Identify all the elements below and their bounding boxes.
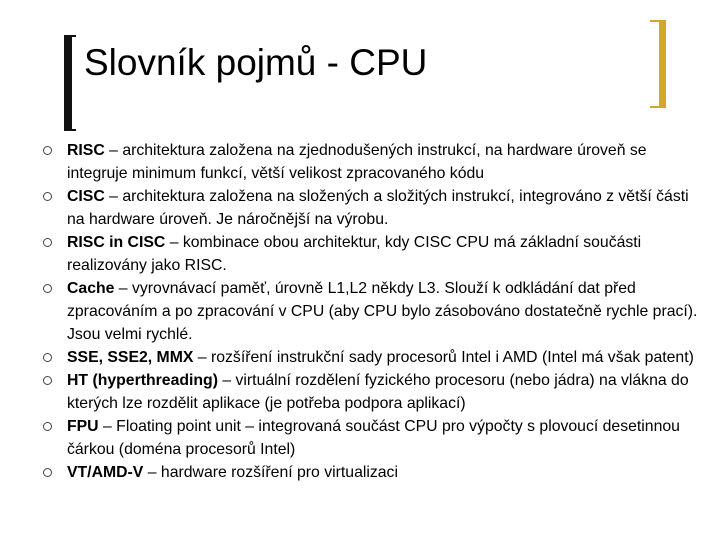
bullet-text: – hardware rozšíření pro virtualizaci — [143, 464, 398, 481]
bullet-item-vt-amd-v — [40, 461, 700, 484]
bullet-circle-icon — [43, 238, 52, 247]
bullet-text: – kombinace obou architektur, kdy CISC CPU má základní součásti realizovány jako RISC. — [67, 234, 642, 274]
bullet-term: FPU — [67, 418, 99, 435]
bullet-circle-icon — [43, 146, 52, 155]
bullet-circle-icon — [43, 192, 52, 201]
bullet-circle-icon — [43, 353, 52, 362]
bullet-text: – Floating point unit – integrovaná součást CPU pro výpočty s plovoucí desetinnou čárkou (doména procesorů Intel) — [67, 418, 680, 458]
right-bracket-decoration — [650, 20, 666, 108]
slide-title: Slovník pojmů - CPU — [84, 42, 428, 83]
bullet-item-risc — [40, 139, 700, 185]
bullet-item-cache — [40, 277, 700, 346]
bullet-term: SSE, SSE2, MMX — [67, 349, 194, 366]
bullet-term: Cache — [67, 280, 115, 297]
bullet-item-cisc — [40, 185, 700, 231]
bullet-circle-icon — [43, 468, 52, 477]
bullet-term: CISC — [67, 188, 105, 205]
bullet-item-sse — [40, 346, 700, 369]
bullet-circle-icon — [43, 422, 52, 431]
bullet-text: – virtuální rozdělení fyzického procesoru (nebo jádra) na vlákna do kterých lze rozdělit aplikace (je potřeba podpora aplikací) — [67, 372, 689, 412]
bullet-circle-icon — [43, 376, 52, 385]
bullet-text: – architektura založena na zjednodušených instrukcí, na hardware úroveň se integruje minimum funkcí, větší velikost zpracovaného kódu — [67, 142, 647, 182]
bullet-list — [40, 139, 700, 484]
bullet-text: – architektura založena na složených a složitých instrukcí, integrováno z větší části na hardware úroveň. Je náročnější na výrobu. — [67, 188, 689, 228]
left-bracket-decoration — [64, 35, 76, 131]
bullet-text: – vyrovnávací paměť, úrovně L1,L2 někdy L3. Slouží k odkládání dat před zpracováním a po zpracování v CPU (aby CPU bylo zásobováno dostatečně rychle prací). Jsou velmi rychlé. — [67, 280, 698, 343]
bullet-term: RISC — [67, 142, 105, 159]
bullet-term: VT/AMD-V — [67, 464, 144, 481]
bullet-item-risc-in-cisc — [40, 231, 700, 277]
bullet-circle-icon — [43, 284, 52, 293]
bullet-item-fpu — [40, 415, 700, 461]
bullet-item-ht — [40, 369, 700, 415]
bullet-term: RISC in CISC — [67, 234, 166, 251]
bullet-term: HT (hyperthreading) — [67, 372, 218, 389]
bullet-text: – rozšíření instrukční sady procesorů Intel i AMD (Intel má však patent) — [193, 349, 694, 366]
